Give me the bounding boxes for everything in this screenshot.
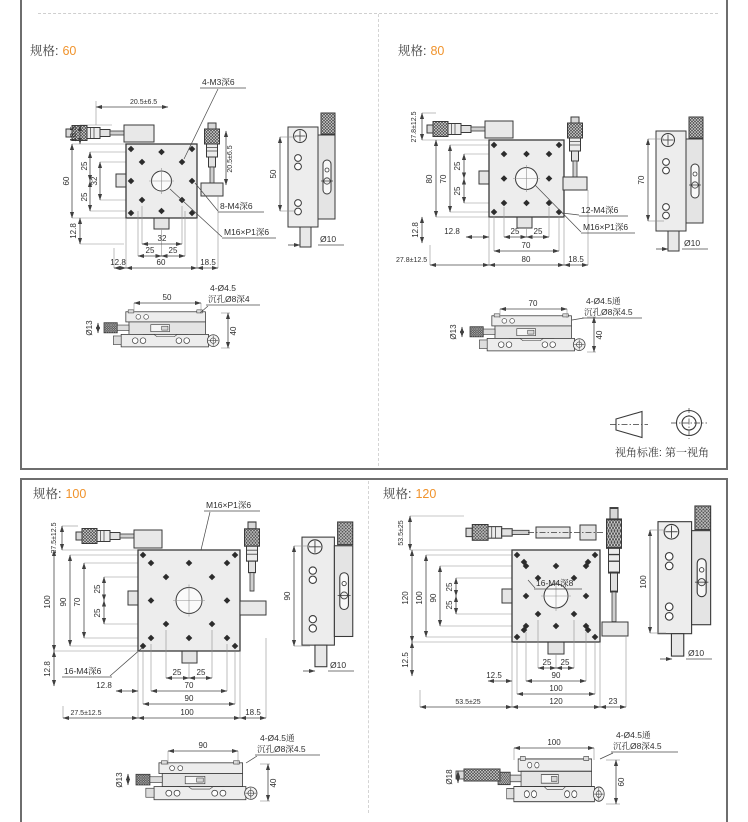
dim-label: 80 — [521, 255, 531, 264]
micrometer-x-icon — [466, 525, 604, 541]
dim-label: 12.8 — [411, 222, 420, 238]
spec-panel-100 — [20, 478, 368, 822]
drawing-100 — [20, 478, 368, 822]
thread-callout: 16-M4深8 — [536, 578, 574, 588]
side-view — [269, 113, 344, 247]
cbore-callout: 沉孔Ø8深4.5 — [584, 307, 633, 317]
dim-label: 32 — [90, 176, 99, 186]
dim-label: 25 — [172, 668, 182, 677]
target-circle-icon — [671, 408, 707, 439]
spec-panel-80 — [378, 13, 728, 470]
dim-label: 12.8 — [43, 661, 52, 677]
dim-label: 100 — [180, 708, 194, 717]
dim-label: 25 — [542, 658, 552, 667]
micrometer-knurl-icon — [464, 769, 500, 781]
dim-label: 40 — [229, 326, 238, 336]
dim-label: 25 — [145, 246, 155, 255]
dim-label: 12.8 — [96, 681, 112, 690]
dim-label: 100 — [415, 591, 424, 605]
micrometer-y-icon — [201, 123, 223, 196]
micrometer-y-icon — [240, 522, 266, 615]
dim-label: 60 — [617, 777, 626, 787]
dim-label: 25 — [445, 600, 454, 610]
spec-label: 规格: — [33, 487, 62, 501]
dim-label: 27.8±12.5 — [411, 111, 418, 143]
bottom-view — [115, 733, 320, 801]
dim-label: 70 — [184, 681, 194, 690]
thread-callout: 12-M4深6 — [581, 205, 619, 215]
dim-label: Ø18 — [445, 769, 454, 785]
dim-label: Ø13 — [449, 324, 458, 340]
bottom-view — [449, 296, 642, 352]
spec-label: 规格: — [398, 44, 427, 58]
dim-label: 25 — [453, 186, 462, 196]
dim-label: 18.5 — [568, 255, 584, 264]
dim-label: 25 — [560, 658, 570, 667]
dim-label: 70 — [637, 175, 646, 185]
spec-value: 100 — [65, 487, 87, 501]
dim-label: 80 — [425, 174, 434, 184]
dim-label: 27.5±12.5 — [70, 710, 102, 717]
drawing-120 — [368, 478, 728, 822]
dim-label: Ø10 — [320, 234, 337, 244]
dim-label: 100 — [547, 738, 561, 747]
drawing-80 — [378, 13, 728, 470]
dim-label: 12.8 — [69, 223, 78, 239]
side-view — [639, 506, 712, 659]
dim-label: Ø10 — [684, 238, 701, 248]
dim-label: 25 — [510, 227, 520, 236]
dim-label: 12.8 — [444, 227, 460, 236]
drawing-60 — [20, 13, 378, 470]
spec-value: 80 — [430, 44, 445, 58]
view-angle-text: 视角标准: 第一视角 — [614, 447, 710, 459]
dim-label: 25 — [80, 161, 89, 171]
dim-label: Ø13 — [115, 772, 124, 788]
spec-panel-60 — [20, 13, 378, 470]
projection-symbols — [592, 408, 732, 442]
dim-label: 25 — [93, 608, 102, 618]
dim-label: 32 — [157, 234, 167, 243]
dim-label: 27.8±12.5 — [396, 257, 428, 264]
side-view — [637, 117, 708, 251]
dim-label: 18.5 — [69, 126, 78, 142]
dim-label: 90 — [184, 694, 194, 703]
thread-callout: 4-M3深6 — [202, 77, 235, 87]
dim-label: 25 — [196, 668, 206, 677]
hole-callout: 4-Ø4.5通 — [260, 733, 295, 743]
dim-label: 23 — [608, 697, 618, 706]
dim-label: 90 — [198, 741, 208, 750]
plan-view — [43, 500, 266, 718]
dim-label: 25 — [93, 584, 102, 594]
dim-label: 90 — [551, 671, 561, 680]
dim-label: 20.5±6.5 — [227, 145, 234, 173]
dim-label: 70 — [73, 597, 82, 607]
spec-label: 规格: — [383, 487, 412, 501]
dim-label: 25 — [168, 246, 178, 255]
dim-label: Ø10 — [688, 648, 705, 658]
thread-callout: M16×P1深6 — [224, 227, 270, 237]
dim-label: 100 — [639, 575, 648, 589]
dim-label: 100 — [549, 684, 563, 693]
spec-panel-120 — [368, 478, 728, 822]
dim-label: 25 — [453, 161, 462, 171]
frustum-icon — [610, 412, 648, 438]
dim-label: 53.5±25 — [398, 520, 405, 546]
dim-label: 18.5 — [245, 708, 261, 717]
dim-label: 90 — [429, 593, 438, 603]
dim-label: 90 — [59, 597, 68, 607]
plan-view — [62, 77, 276, 268]
dim-label: 70 — [528, 299, 538, 308]
spec-value: 60 — [62, 44, 77, 58]
thread-callout: 16-M4深6 — [64, 666, 102, 676]
cbore-callout: 沉孔Ø8深4.5 — [257, 744, 306, 754]
dim-label: 50 — [162, 293, 172, 302]
spec-label: 规格: — [30, 44, 59, 58]
hole-callout: 4-Ø4.5通 — [616, 730, 651, 740]
dim-label: 27.5±12.5 — [51, 522, 58, 554]
thread-callout: 8-M4深6 — [220, 201, 253, 211]
cbore-callout: 沉孔Ø8深4.5 — [613, 741, 662, 751]
dim-label: 60 — [62, 176, 71, 186]
micrometer-x-icon — [76, 529, 162, 549]
dim-label: 12.5 — [486, 671, 502, 680]
dim-label: 53.5±25 — [455, 699, 481, 706]
micrometer-y-icon — [602, 508, 628, 636]
dim-label: 50 — [269, 169, 278, 179]
thread-callout: M16×P1深6 — [583, 222, 629, 232]
plan-view — [396, 111, 635, 265]
micrometer-y-icon — [563, 117, 587, 190]
dim-label: 90 — [283, 591, 292, 601]
dim-label: 40 — [595, 330, 604, 340]
dim-label: 120 — [401, 591, 410, 605]
side-view — [283, 522, 354, 671]
dim-label: 12.8 — [110, 258, 126, 267]
spec-value: 120 — [415, 487, 437, 501]
micrometer-x-icon — [66, 125, 154, 142]
dim-label: 25 — [533, 227, 543, 236]
bottom-view — [85, 283, 260, 348]
dim-label: 25 — [445, 582, 454, 592]
bottom-view — [445, 730, 678, 804]
plan-view — [398, 508, 628, 707]
hole-callout: 4-Ø4.5通 — [586, 296, 621, 306]
dim-label: 70 — [439, 174, 448, 184]
thread-callout: M16×P1深6 — [206, 500, 252, 510]
dim-label: 20.5±6.5 — [130, 99, 158, 106]
view-angle-note — [592, 408, 732, 460]
dim-label: 100 — [43, 595, 52, 609]
dim-label: 70 — [521, 241, 531, 250]
micrometer-x-icon — [427, 121, 513, 138]
cbore-callout: 沉孔Ø8深4 — [208, 294, 250, 304]
dim-label: 25 — [80, 192, 89, 202]
dim-label: 18.5 — [200, 258, 216, 267]
dim-label: Ø13 — [85, 320, 94, 336]
hole-callout: 4-Ø4.5 — [210, 283, 236, 293]
dim-label: 120 — [549, 697, 563, 706]
dim-label: 12.5 — [401, 652, 410, 668]
dim-label: 60 — [156, 258, 166, 267]
dim-label: Ø10 — [330, 660, 347, 670]
dim-label: 40 — [269, 778, 278, 788]
